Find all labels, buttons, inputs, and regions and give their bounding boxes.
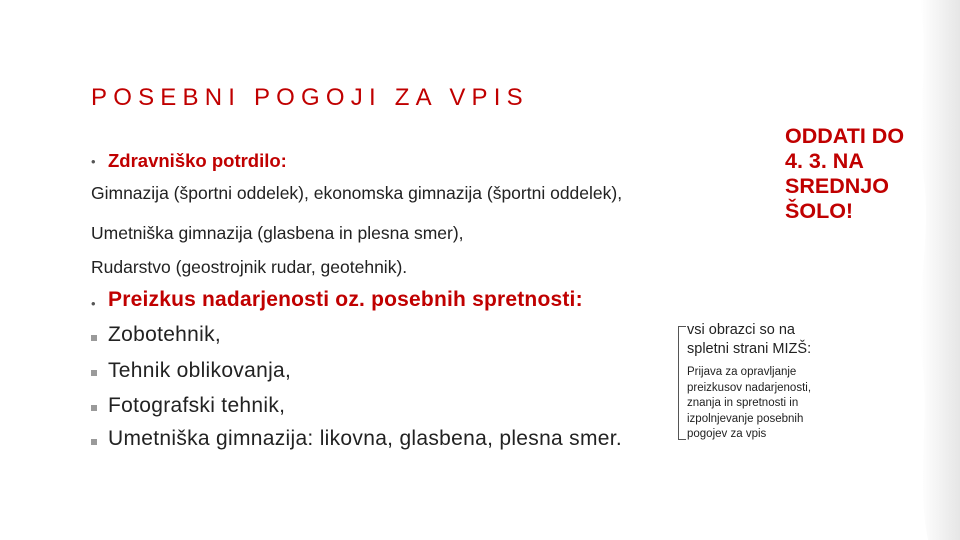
- page-title: POSEBNI POGOJI ZA VPIS: [91, 84, 529, 111]
- callout-line: 4. 3. NA: [785, 149, 864, 173]
- note-body-line: Prijava za opravljanje: [687, 366, 797, 378]
- square-bullet-icon: [91, 370, 97, 376]
- health-line-1: Gimnazija (športni oddelek), ekonomska gimnazija (športni oddelek),: [91, 183, 623, 203]
- forms-note-body: [687, 365, 811, 443]
- bullet-dot: •: [91, 296, 96, 311]
- health-line-2: Umetniška gimnazija (glasbena in plesna smer),: [91, 223, 464, 243]
- health-line-3: Rudarstvo (geostrojnik rudar, geotehnik).: [91, 257, 408, 277]
- note-body-line: izpolnjevanje posebnih: [687, 412, 804, 425]
- note-heading-line: vsi obrazci so na: [687, 322, 795, 338]
- note-body-line: pogojev za vpis: [687, 428, 767, 440]
- paper-edge-shadow: [850, 0, 960, 540]
- square-bullet-icon: [91, 335, 97, 341]
- list-item: Zobotehnik,: [108, 323, 222, 346]
- note-heading-line: spletni strani MIZŠ:: [687, 341, 812, 357]
- callout-line: ODDATI DO: [785, 124, 905, 148]
- bullet-dot: •: [91, 154, 96, 169]
- callout-line: SREDNJO: [785, 174, 889, 198]
- note-bracket: [678, 326, 686, 440]
- health-certificate-heading: Zdravniško potrdilo:: [108, 150, 287, 171]
- note-body-line: znanja in spretnosti in: [687, 397, 799, 409]
- square-bullet-icon: [91, 439, 97, 445]
- forms-note-heading: [687, 321, 811, 359]
- list-item: Tehnik oblikovanja,: [108, 359, 292, 382]
- aptitude-test-heading: Preizkus nadarjenosti oz. posebnih spretnosti:: [108, 288, 583, 311]
- square-bullet-icon: [91, 405, 97, 411]
- callout-line: ŠOLO!: [785, 199, 854, 223]
- note-body-line: preizkusov nadarjenosti,: [687, 381, 812, 394]
- list-item: Umetniška gimnazija: likovna, glasbena, plesna smer.: [108, 427, 623, 450]
- list-item: Fotografski tehnik,: [108, 394, 286, 417]
- deadline-callout: [785, 124, 904, 224]
